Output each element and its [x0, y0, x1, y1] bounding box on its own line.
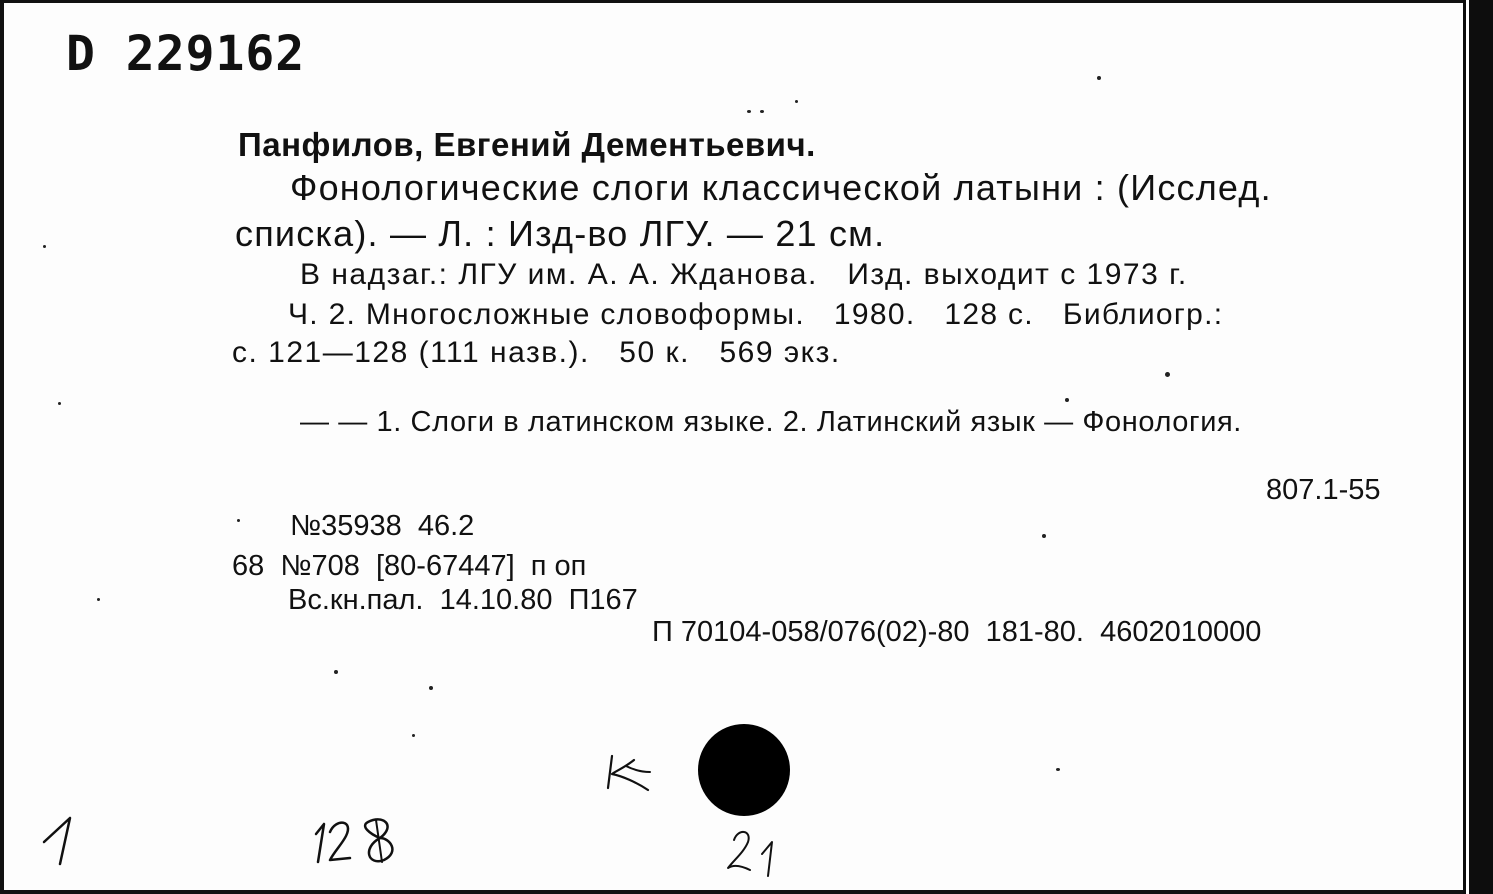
call-number: D 229162 [66, 26, 306, 82]
speck [97, 598, 100, 601]
speck [1165, 372, 1170, 377]
accession-line-2: 68 №708 [80-67447] п оп [232, 550, 587, 582]
note-line-2: Ч. 2. Многосложные словоформы. 1980. 128 с. Библиогр.: [288, 298, 1224, 331]
speck [747, 110, 751, 113]
handwritten-left-mark [30, 808, 90, 868]
note-line-3: с. 121—128 (111 назв.). 50 к. 569 экз. [232, 336, 841, 369]
card-edge-line [1466, 0, 1469, 894]
author-heading: Панфилов, Евгений Дементьевич. [238, 126, 816, 163]
speck [1065, 398, 1069, 402]
punched-hole [698, 724, 790, 816]
accession-line-3: Вс.кн.пал. 14.10.80 П167 [288, 584, 638, 616]
speck [1097, 76, 1101, 80]
note-line-1: В надзаг.: ЛГУ им. А. А. Жданова. Изд. выходит с 1973 г. [300, 258, 1188, 291]
speck [1056, 768, 1060, 771]
price-code-line: П 70104-058/076(02)-80 181-80. 4602010000 [652, 616, 1262, 648]
speck [58, 402, 61, 405]
classification-code: 807.1-55 [1266, 474, 1381, 506]
speck [795, 100, 798, 103]
handwritten-bottom-number [718, 826, 788, 878]
title-line-1: Фонологические слоги классической латыни : (Исслед. [290, 167, 1272, 208]
speck [760, 110, 764, 113]
speck [429, 686, 433, 690]
speck [1042, 534, 1046, 538]
speck [412, 734, 415, 737]
handwritten-k-mark [604, 752, 654, 796]
speck [334, 670, 338, 674]
subject-headings: — — 1. Слоги в латинском языке. 2. Латинский язык — Фонология. [300, 406, 1242, 438]
speck [43, 245, 46, 248]
title-line-2: списка). — Л. : Изд-во ЛГУ. — 21 см. [235, 213, 886, 254]
handwritten-page-count [310, 812, 400, 868]
speck [237, 519, 240, 522]
accession-line-1: №35938 46.2 [290, 510, 475, 542]
